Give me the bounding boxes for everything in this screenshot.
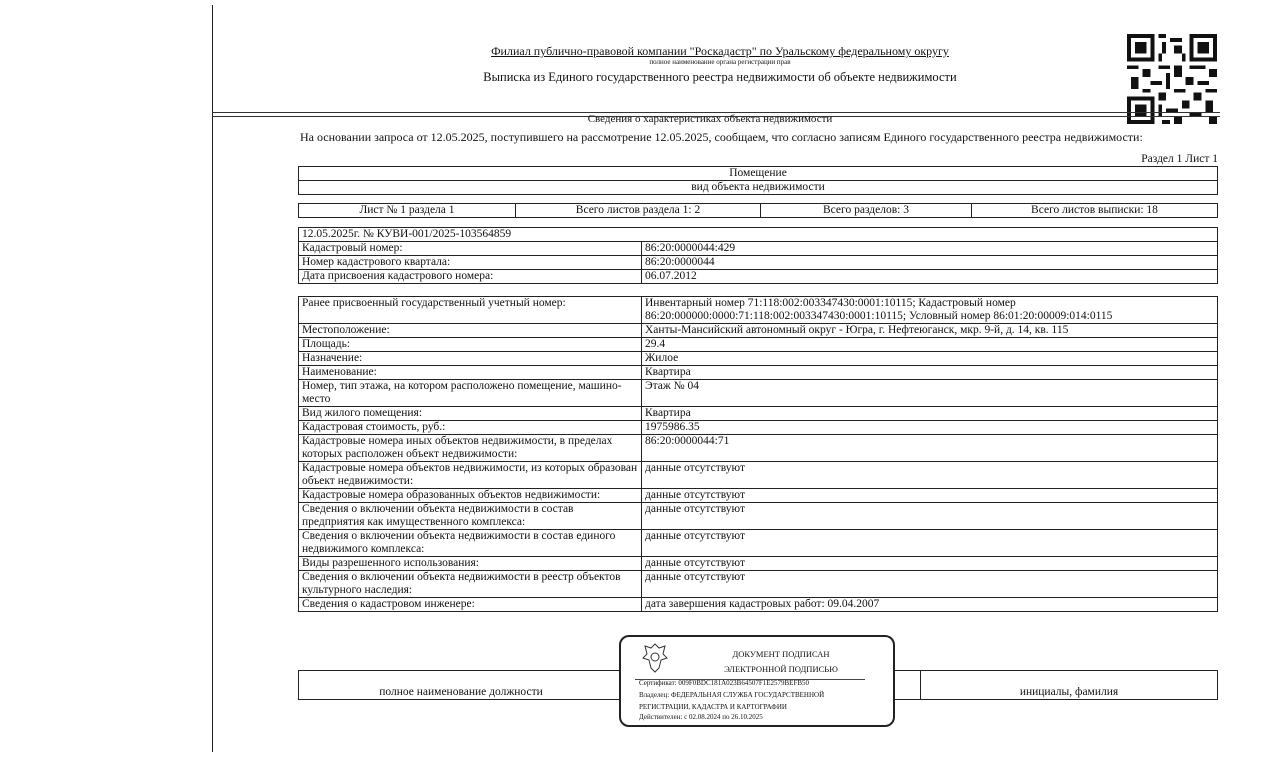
prev-number-line-2: 86:20:000000:0000:71:118:002:003347430:0001:10115; Условный номер 86:01:20:00009:014:0115 bbox=[645, 310, 1113, 322]
field-label: Кадастровые номера образованных объектов недвижимости: bbox=[299, 489, 642, 503]
prev-number-line-1: Инвентарный номер 71:118:002:003347430:0001:10115; Кадастровый номер bbox=[645, 297, 1016, 309]
sheets-table bbox=[298, 203, 1218, 218]
sections-total: Всего разделов: 3 bbox=[761, 204, 972, 218]
object-kind: Помещение bbox=[299, 167, 1218, 181]
field-label: Кадастровая стоимость, руб.: bbox=[299, 421, 642, 435]
field-label: Назначение: bbox=[299, 352, 642, 366]
stamp-certificate: Сертификат: 009F0BDC181A023B64507F1E2579BEFB50 bbox=[639, 679, 810, 687]
field-value: данные отсутствуют bbox=[642, 462, 1218, 489]
field-value: данные отсутствуют bbox=[642, 489, 1218, 503]
extract-sheets-total: Всего листов выписки: 18 bbox=[972, 204, 1218, 218]
stamp-owner-2: РЕГИСТРАЦИИ, КАДАСТРА И КАРТОГРАФИИ bbox=[639, 703, 787, 711]
org-caption: полное наименование органа регистрации прав bbox=[649, 58, 791, 66]
field-value: 06.07.2012 bbox=[642, 270, 1218, 284]
field-value: 1975986.35 bbox=[642, 421, 1218, 435]
field-label: Сведения о включении объекта недвижимости в состав единого недвижимого комплекса: bbox=[299, 530, 642, 557]
field-value: Жилое bbox=[642, 352, 1218, 366]
field-label: Наименование: bbox=[299, 366, 642, 380]
cadastral-details-table bbox=[298, 296, 1218, 612]
field-value bbox=[642, 297, 1218, 324]
section-title: Сведения о характеристиках объекта недвижимости bbox=[587, 113, 833, 125]
section-sheet-number: Раздел 1 Лист 1 bbox=[1141, 153, 1218, 165]
stamp-line-2: ЭЛЕКТРОННОЙ ПОДПИСЬЮ bbox=[724, 664, 838, 674]
field-label: Площадь: bbox=[299, 338, 642, 352]
name-label: инициалы, фамилия bbox=[921, 671, 1218, 700]
field-value: 29.4 bbox=[642, 338, 1218, 352]
field-value: 86:20:0000044 bbox=[642, 256, 1218, 270]
field-label: Вид жилого помещения: bbox=[299, 407, 642, 421]
stamp-validity: Действителен: с 02.08.2024 по 26.10.2025 bbox=[639, 713, 763, 721]
sheet-number: Лист № 1 раздела 1 bbox=[299, 204, 516, 218]
field-value: Ханты-Мансийский автономный округ - Югра, г. Нефтеюганск, мкр. 9-й, д. 14, кв. 115 bbox=[642, 324, 1218, 338]
document-title: Выписка из Единого государственного реестра недвижимости об объекте недвижимости bbox=[483, 70, 957, 84]
field-label: Номер кадастрового квартала: bbox=[299, 256, 642, 270]
field-value: данные отсутствуют bbox=[642, 503, 1218, 530]
field-value: Квартира bbox=[642, 407, 1218, 421]
field-value: 86:20:0000044:71 bbox=[642, 435, 1218, 462]
field-label: Виды разрешенного использования: bbox=[299, 557, 642, 571]
org-name: Филиал публично-правовой компании "Роскадастр" по Уральскому федеральному округу bbox=[491, 44, 949, 58]
field-label: Ранее присвоенный государственный учетный номер: bbox=[299, 297, 642, 324]
coat-of-arms-icon bbox=[641, 642, 669, 674]
field-label: Местоположение: bbox=[299, 324, 642, 338]
field-label: Сведения о кадастровом инженере: bbox=[299, 598, 642, 612]
field-value: данные отсутствуют bbox=[642, 571, 1218, 598]
field-label: Номер, тип этажа, на котором расположено помещение, машино-место bbox=[299, 380, 642, 407]
field-value: данные отсутствуют bbox=[642, 530, 1218, 557]
sheets-in-section: Всего листов раздела 1: 2 bbox=[516, 204, 761, 218]
field-label: Сведения о включении объекта недвижимости в реестр объектов культурного наследия: bbox=[299, 571, 642, 598]
field-value: данные отсутствуют bbox=[642, 557, 1218, 571]
object-kind-caption: вид объекта недвижимости bbox=[299, 181, 1218, 195]
cadastral-top-table bbox=[298, 227, 1218, 284]
field-label: Кадастровые номера объектов недвижимости, из которых образован объект недвижимости: bbox=[299, 462, 642, 489]
stamp-line-1: ДОКУМЕНТ ПОДПИСАН bbox=[732, 649, 830, 659]
field-value: 86:20:0000044:429 bbox=[642, 242, 1218, 256]
field-value: Квартира bbox=[642, 366, 1218, 380]
electronic-signature-stamp bbox=[619, 635, 895, 727]
field-label: Кадастровый номер: bbox=[299, 242, 642, 256]
object-kind-table bbox=[298, 166, 1218, 195]
left-margin-line bbox=[212, 5, 213, 752]
field-label: Кадастровые номера иных объектов недвижимости, в пределах которых расположен объект недвижимости: bbox=[299, 435, 642, 462]
field-label: Дата присвоения кадастрового номера: bbox=[299, 270, 642, 284]
position-label: полное наименование должности bbox=[299, 671, 624, 700]
intro-text: На основании запроса от 12.05.2025, поступившего на рассмотрение 12.05.2025, сообщаем, что согласно записям Единого государственного реестра недвижимости: bbox=[300, 130, 1143, 144]
stamp-owner-1: Владелец: ФЕДЕРАЛЬНАЯ СЛУЖБА ГОСУДАРСТВЕННОЙ bbox=[639, 691, 825, 699]
field-value: дата завершения кадастровых работ: 09.04.2007 bbox=[642, 598, 1218, 612]
field-label: Сведения о включении объекта недвижимости в состав предприятия как имущественного комплекса: bbox=[299, 503, 642, 530]
qr-code bbox=[1126, 34, 1218, 124]
field-value: Этаж № 04 bbox=[642, 380, 1218, 407]
registration-number: 12.05.2025г. № КУВИ-001/2025-103564859 bbox=[299, 228, 1218, 242]
